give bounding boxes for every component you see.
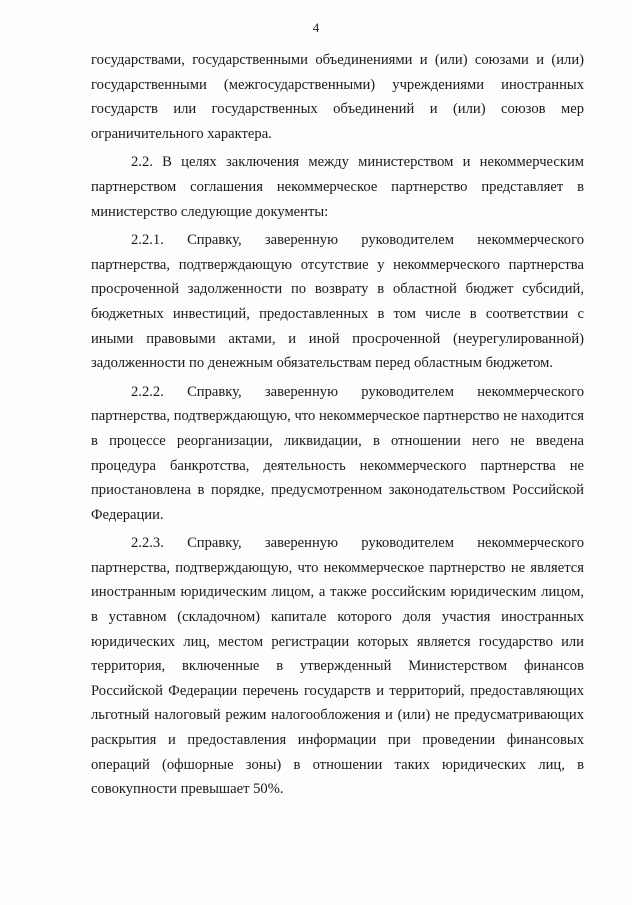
page-number: 4 [312,20,320,35]
paragraph-2-2-2: 2.2.2. Справку, заверенную руководителем некоммерческого партнерства, подтверждающую, что некоммерческое партнерство не находится в процессе реорганизации, ликвидации, в отношении него не введена процедура банкротства, деятельность некоммерческого партнерства не приостановлена в порядке, предусмотренном законодательством Российской Федерации. [91,383,584,523]
paragraph-continuation: государствами, государственными объединениями и (или) союзами и (или) государственными (межгосударственными) учреждениями иностранных государств или государственных объединений и (или) союзов мер ограничительного характера. [91,52,584,142]
paragraph-2-2: 2.2. В целях заключения между министерством и некоммерческим партнерством соглашения некоммерческое партнерство представляет в министерство следующие документы: [91,154,584,220]
paragraph-2-2-3: 2.2.3. Справку, заверенную руководителем некоммерческого партнерства, подтверждающую, что некоммерческое партнерство не является иностранным юридическим лицом, а также российским юридическим лицом, в уставном (складочном) капитале которого доля участия иностранных юридических лиц, местом регистрации которых является государство или территория, включенные в утвержденный Министерством финансов Российской Федерации перечень государств и территорий, предоставляющих льготный налоговый режим налогообложения и (или) не предусматривающих раскрытия и предоставления информации при проведении финансовых операций (офшорные зоны) в отношении таких юридических лиц, в совокупности превышает 50%. [91,535,584,798]
paragraph-2-2-1: 2.2.1. Справку, заверенную руководителем некоммерческого партнерства, подтверждающую отсутствие у некоммерческого партнерства просроченной задолженности по возврату в областной бюджет субсидий, бюджетных инвестиций, предоставленных в том числе в соответствии с иными правовыми актами, и иной просроченной (неурегулированной) задолженности по денежным обязательствам перед областным бюджетом. [91,232,584,372]
document-body [91,48,584,802]
